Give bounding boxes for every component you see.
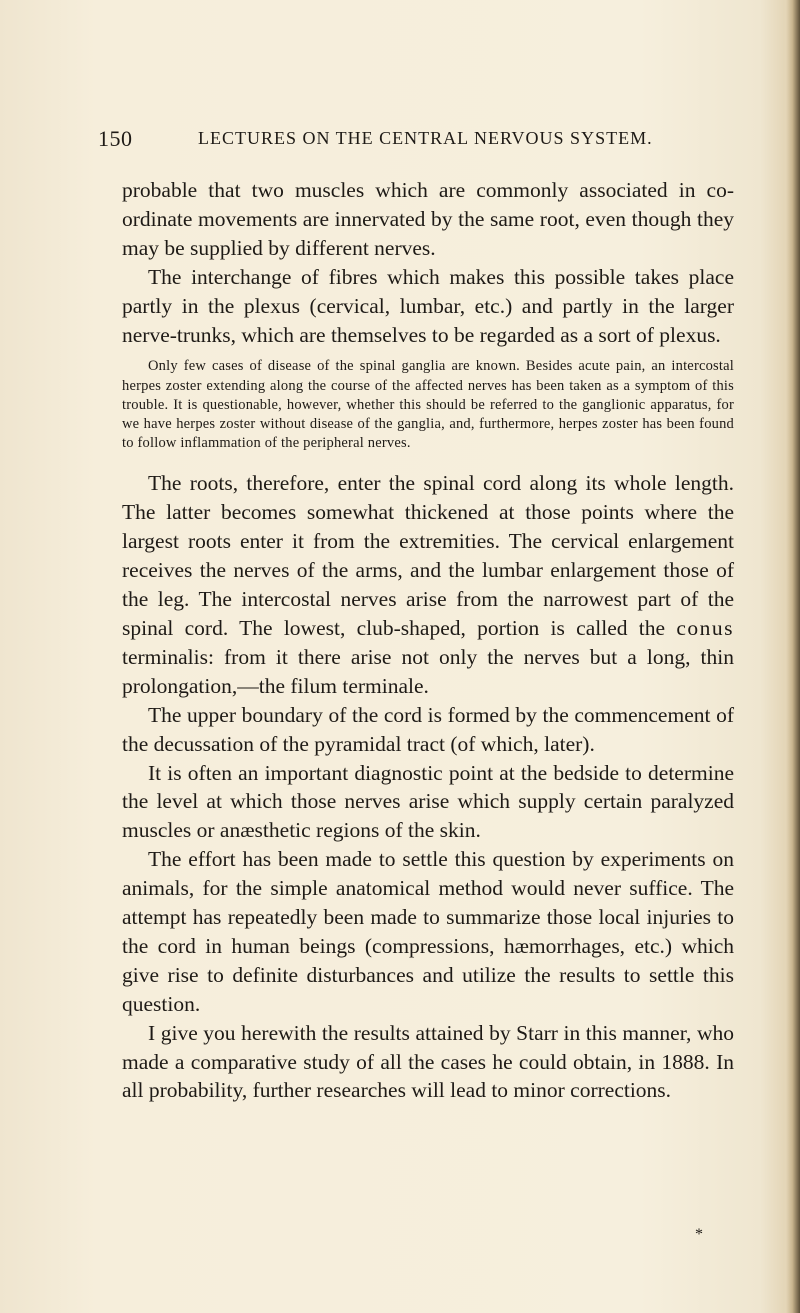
paragraph-starr: I give you herewith the results attained by Starr in this manner, who made a comparative study of all the cases he could obtain, in 1888. In all probability, further researches will lead to minor corrections. [122, 1020, 734, 1103]
page-header [98, 126, 738, 152]
paragraph-diagnostic: It is often an important diagnostic point at the bedside to determine the level at which those nerves arise which supply certain paralyzed muscles or anæsthetic regions of the skin. [122, 760, 734, 843]
small-print-note: Only few cases of disease of the spinal ganglia are known. Besides acute pain, an intercostal herpes zoster extending along the course of the affected nerves has been taken as a symptom of this trouble. It is questionable, however, whether this should be referred to the ganglionic apparatus, for we have herpes zoster without disease of the ganglia, and, furthermore, herpes zoster has been found to follow inflammation of the peripheral nerves. [122, 358, 734, 452]
page-edge-shadow [786, 0, 800, 1313]
paragraph-continued: probable that two muscles which are commonly associated in co-ordinate movements are innervated by the same root, even though they may be supplied by different nerves. [122, 178, 734, 260]
paragraph-interchange: The interchange of fibres which makes this possible takes place partly in the plexus (cervical, lumbar, etc.) and partly in the larger nerve-trunks, which are themselves to be regarded as a sort of plexus. [122, 264, 734, 347]
paragraph-upper-boundary: The upper boundary of the cord is formed by the commencement of the decussation of the pyramidal tract (of which, later). [122, 702, 734, 756]
paragraph-roots [122, 469, 734, 700]
footer-mark: * [695, 1226, 703, 1243]
page-number: 150 [98, 126, 133, 151]
paragraph-roots-text-a: The roots, therefore, enter the spinal cord along its whole length. The latter becomes somewhat thickened at those points where the largest roots enter it from the extremities. The cervical enlargement receives the nerves of the arms, and the lumbar enlargement those of the leg. The intercostal nerves arise from the narrowest part of the spinal cord. The lowest, club-shaped, portion is called the [122, 471, 734, 640]
main-text [122, 176, 734, 1105]
term-conus: conus [676, 615, 734, 640]
running-head: LECTURES ON THE CENTRAL NERVOUS SYSTEM. [198, 128, 653, 148]
paragraph-experiments: The effort has been made to settle this question by experiments on animals, for the simple anatomical method would never suffice. The attempt has repeatedly been made to summarize those local injuries to the cord in human beings (compressions, hæmorrhages, etc.) which give rise to definite disturbances and utilize the results to settle this question. [122, 847, 734, 1016]
paragraph-roots-text-b: terminalis: from it there arise not only the nerves but a long, thin prolongation,—the filum terminale. [122, 644, 734, 698]
